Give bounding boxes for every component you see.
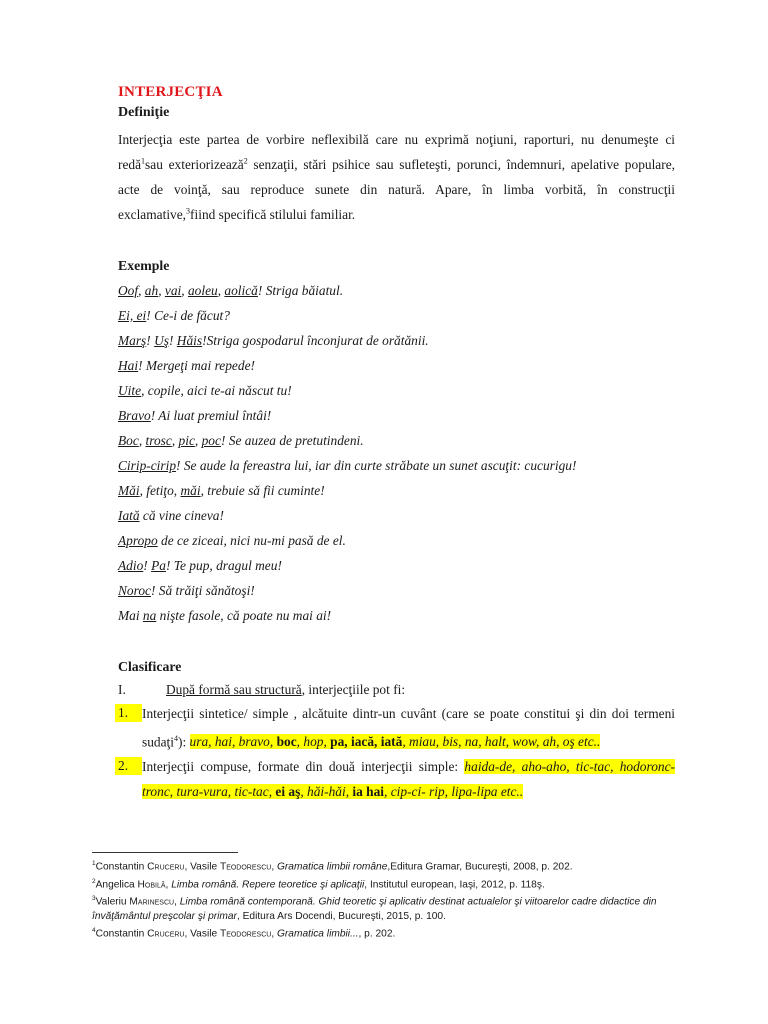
- page-title: INTERJECŢIA: [118, 84, 223, 100]
- example-line: Ei, ei! Ce-i de făcut?: [118, 308, 230, 323]
- definition-paragraph: Interjecţia este partea de vorbire neflexibilă care nu exprimă noţiuni, raporturi, nu denumeşte ci redă$^1$sau exteriorizează$^2$ senzaţii, stări psihice sau sufleteşti, porunci, îndemnuri, apelative populare, acte de voinţă, sau reproduce sunete din natură. Apare, în limba vorbită, în construcţii exclamative,$^3$fiind specifică stilului familiar.: [118, 132, 675, 222]
- example-line: Noroc! Să trăiţi sănătoşi!: [118, 583, 255, 598]
- interjection-word: Uite: [118, 383, 142, 398]
- interjection-word: Oof: [118, 283, 139, 298]
- classification-criterion: I. După formă sau structură, interjecţiile pot fi:: [118, 682, 406, 697]
- interjection-word: poc: [201, 433, 221, 448]
- example-line: Hai! Mergeţi mai repede!: [118, 358, 255, 373]
- example-line: Iată că vine cineva!: [118, 508, 224, 523]
- example-line: Măi, fetiţo, măi, trebuie să fii cuminte!: [118, 483, 325, 498]
- list-item-simple: 1. Interjecţii sintetice/ simple , alcătuite dintr-un cuvânt (care se poate constitui şi din doi termeni sudaţi$^4$): ura, hai, bravo, boc, hop, pa, iacă, iată, miau, bis, na, halt, wow, ah, oş etc..: [115, 701, 675, 754]
- interjection-word: pic: [178, 433, 195, 448]
- interjection-word: Marş: [118, 333, 147, 348]
- interjection-word: Hai: [118, 358, 139, 373]
- interjection-word: Măi: [118, 483, 140, 498]
- example-line: Boc, trosc, pic, poc! Se auzea de pretutindeni.: [118, 433, 364, 448]
- interjection-word: Noroc: [118, 583, 151, 598]
- example-line: Oof, ah, vai, aoleu, aolică! Striga băiatul.: [118, 283, 344, 298]
- interjection-word: Adio: [118, 558, 144, 573]
- document-body: [118, 84, 675, 804]
- interjection-word: Pa: [151, 558, 166, 573]
- interjection-word: vai: [164, 283, 182, 298]
- example-line: Cirip-cirip! Se aude la fereastra lui, iar din curte străbate un sunet ascuţit: cucurigu!: [118, 458, 577, 473]
- interjection-word: Apropo: [118, 533, 158, 548]
- definition-heading: Definiţie: [118, 105, 170, 120]
- footnote-separator: [92, 852, 238, 853]
- footnotes: [92, 852, 692, 942]
- example-line: Adio! Pa! Te pup, dragul meu!: [118, 558, 282, 573]
- classification-heading: Clasificare: [118, 659, 182, 674]
- example-line: Marş! Uş! Hăis!Striga gospodarul înconjurat de orătănii.: [118, 333, 429, 348]
- footnote: $^4$Constantin Cruceru, Vasile Teodorescu, Gramatica limbii..., p. 202.: [92, 926, 396, 940]
- example-line: Bravo! Ai luat premiul întâi!: [118, 408, 272, 423]
- list-item-compound: 2. Interjecţii compuse, formate din două interjecţii simple: haida-de, aho-aho, tic-tac, hodoronc-tronc, tura-vura, tic-tac, ei aş, hăi-hăi, ia hai, cip-ci- rip, lipa-lipa etc..: [115, 754, 675, 804]
- interjection-word: Iată: [118, 508, 140, 523]
- interjection-word: Boc: [118, 433, 139, 448]
- examples-list: [118, 278, 675, 628]
- examples-heading: Exemple: [118, 258, 170, 273]
- footnote: $^1$Constantin Cruceru, Vasile Teodorescu, Gramatica limbii române,Editura Gramar, Bucureşti, 2008, p. 202.: [92, 860, 573, 873]
- interjection-word: Ei, ei: [118, 308, 147, 323]
- interjection-word: na: [142, 608, 157, 623]
- interjection-word: Uş: [154, 333, 169, 348]
- footnote: $^3$Valeriu Marinescu, Limba română contemporană. Ghid teoretic şi aplicativ destinat actualelor şi viitoarelor cadre didactice din învăţământul preşcolar şi primar, Editura Ars Docendi, Bucureşti, 2015, p. 100.: [92, 895, 657, 922]
- interjection-word: Hăis: [176, 333, 203, 348]
- interjection-word: ah: [144, 283, 159, 298]
- interjection-word: aoleu: [187, 283, 218, 298]
- interjection-word: măi: [180, 483, 201, 498]
- example-line: Mai na nişte fasole, că poate nu mai ai!: [118, 608, 332, 623]
- interjection-word: Bravo: [118, 408, 151, 423]
- interjection-word: aolică: [224, 283, 258, 298]
- example-line: Uite, copile, aici te-ai născut tu!: [118, 383, 292, 398]
- footnote: $^2$Angelica Hobilă, Limba română. Repere teoretice şi aplicaţii, Institutul european, Iaşi, 2012, p. 118ş.: [92, 877, 545, 890]
- interjection-word: Cirip-cirip: [118, 458, 177, 473]
- example-line: Apropo de ce ziceai, nici nu-mi pasă de el.: [118, 533, 346, 548]
- interjection-word: trosc: [145, 433, 172, 448]
